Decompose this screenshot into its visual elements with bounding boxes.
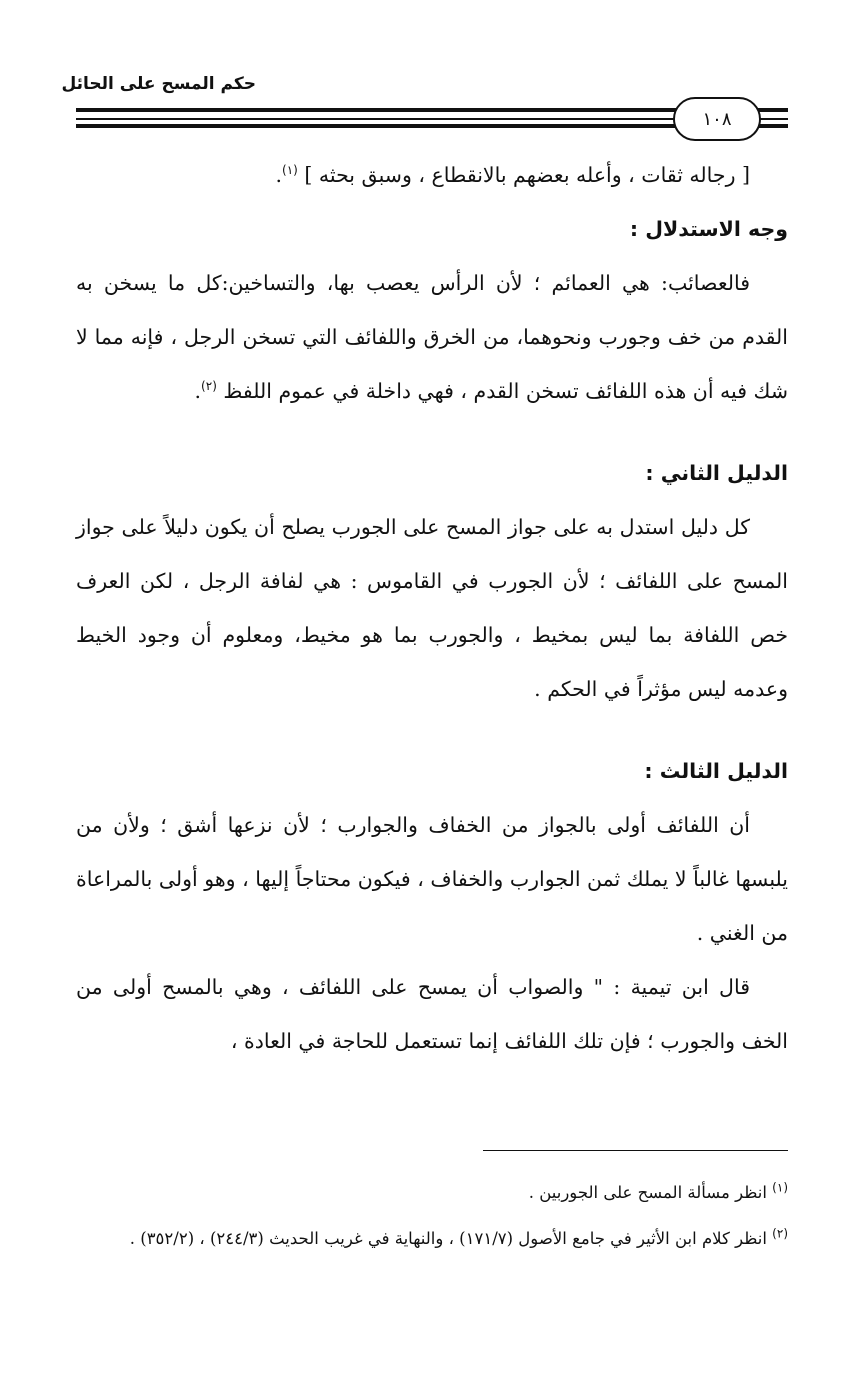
- paragraph: كل دليل استدل به على جواز المسح على الجورب يصلح أن يكون دليلاً على جواز المسح على اللفائف ؛ لأن الجورب في القاموس : هي لفافة الرجل ، لكن العرف خص اللفافة بما ليس بمخيط ، والجورب بما هو مخيط، ومعلوم أن وجود الخيط وعدمه ليس مؤثراً في الحكم .: [76, 515, 788, 701]
- header-rule: [76, 108, 678, 112]
- paragraph-text: [ رجاله ثقات ، وأعله بعضهم بالانقطاع ، وسبق بحثه ]: [304, 163, 750, 187]
- page-number: ١٠٨: [673, 97, 761, 141]
- main-text: [76, 148, 788, 1068]
- paragraph-text: فالعصائب: هي العمائم ؛ لأن الرأس يعصب بها، والتساخين:كل ما يسخن به القدم من خف وجورب ونحوهما، من الخرق واللفائف التي تسخن الرجل ، فإنه مما لا شك فيه أن هذه اللفائف تسخن القدم ، فهي داخلة في عموم اللفظ: [76, 271, 788, 403]
- header-rule: [76, 124, 678, 128]
- section-heading: وجه الاستدلال :: [629, 217, 788, 241]
- footnote-text: انظر كلام ابن الأثير في جامع الأصول (١٧١/٧) ، والنهاية في غريب الحديث (٢٤٤/٣) ، (٣٥٢/٢) .: [129, 1229, 767, 1248]
- footnote-marker: (١): [772, 1180, 788, 1195]
- footnote-marker: (٢): [772, 1226, 788, 1241]
- running-title: حكم المسح على الحائل: [61, 74, 256, 94]
- paragraph-quote: [ رجاله ثقات ، وأعله بعضهم بالانقطاع ، وسبق بحثه ] $^{(١)}$.: [275, 163, 750, 187]
- footnotes: [76, 1170, 788, 1262]
- paragraph: فالعصائب: هي العمائم ؛ لأن الرأس يعصب بها، والتساخين:كل ما يسخن به القدم من خف وجورب ونحوهما، من الخرق واللفائف التي تسخن الرجل ، فإنه مما لا شك فيه أن هذه اللفائف تسخن القدم ، فهي داخلة في عموم اللفظ $^{(٢)}$.: [76, 271, 788, 403]
- footnote-ref[interactable]: (٢): [201, 379, 217, 394]
- header-rule: [76, 118, 678, 120]
- footnote-text: انظر مسألة المسح على الجوربين .: [528, 1183, 767, 1202]
- section-heading: الدليل الثاني :: [645, 461, 788, 485]
- footnote-2: [76, 1216, 788, 1262]
- section-heading: الدليل الثالث :: [644, 759, 788, 783]
- footnote-1: [76, 1170, 788, 1216]
- paragraph: أن اللفائف أولى بالجواز من الخفاف والجوارب ؛ لأن نزعها أشق ؛ ولأن من يلبسها غالباً لا يملك ثمن الجوارب والخفاف ، فيكون محتاجاً إليها ، وهو أولى بالمراعاة من الغني .: [76, 813, 788, 945]
- footnote-divider: [483, 1150, 788, 1151]
- paragraph: قال ابن تيمية : " والصواب أن يمسح على اللفائف ، وهي بالمسح أولى من الخف والجورب ؛ فإن تلك اللفائف إنما تستعمل للحاجة في العادة ،: [76, 975, 788, 1053]
- footnote-ref[interactable]: (١): [282, 163, 298, 178]
